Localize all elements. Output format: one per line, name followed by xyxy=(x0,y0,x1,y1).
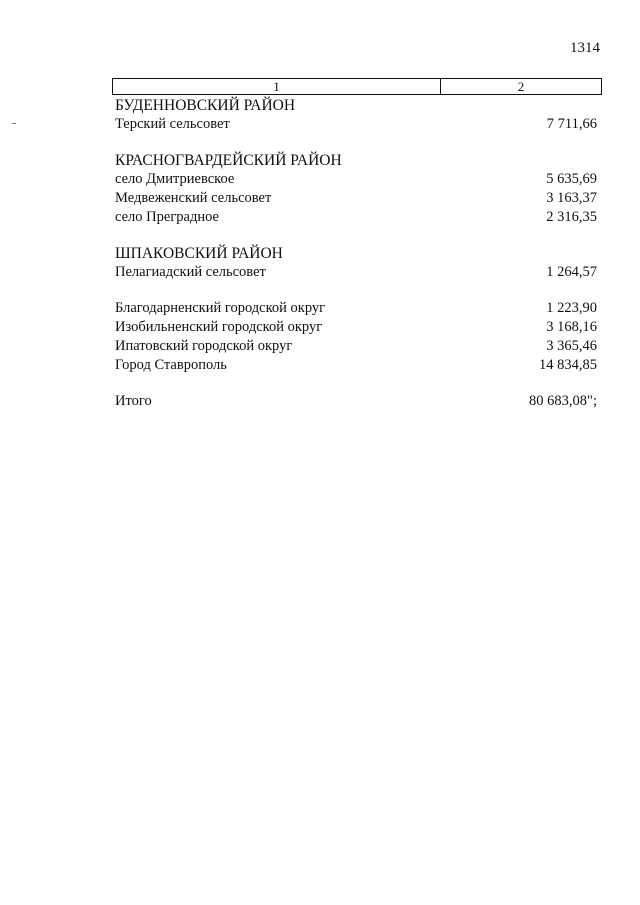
row-value: 5 635,69 xyxy=(546,171,597,187)
row-name: село Дмитриевское xyxy=(115,171,235,187)
total-value: 80 683,08"; xyxy=(529,393,597,409)
row-value: 1 223,90 xyxy=(546,300,597,316)
table-row xyxy=(115,170,605,189)
table-row xyxy=(115,337,605,356)
table-row xyxy=(115,299,605,318)
table-row xyxy=(115,356,605,375)
page-number: 1314 xyxy=(570,40,600,56)
row-name: Пелагиадский сельсовет xyxy=(115,264,266,280)
row-value: 3 365,46 xyxy=(546,338,597,354)
row-value: 14 834,85 xyxy=(539,357,597,373)
row-name: Терский сельсовет xyxy=(115,116,230,132)
table-row xyxy=(115,318,605,337)
table-row xyxy=(115,263,605,282)
row-value: 3 168,16 xyxy=(546,319,597,335)
district-heading-text: КРАСНОГВАРДЕЙСКИЙ РАЙОН xyxy=(115,152,342,169)
row-name: Ипатовский городской округ xyxy=(115,338,293,354)
district-heading-text: БУДЕННОВСКИЙ РАЙОН xyxy=(115,97,296,114)
spacer xyxy=(115,375,605,392)
district-heading xyxy=(115,151,605,170)
table-row xyxy=(115,208,605,227)
row-name: Благодарненский городской округ xyxy=(115,300,326,316)
district-heading-text: ШПАКОВСКИЙ РАЙОН xyxy=(115,245,283,262)
total-row xyxy=(115,392,605,411)
row-value: 3 163,37 xyxy=(546,190,597,206)
table-row xyxy=(115,189,605,208)
row-name: село Преградное xyxy=(115,209,219,225)
district-heading xyxy=(115,96,605,115)
spacer xyxy=(115,227,605,244)
spacer xyxy=(115,134,605,151)
allocation-table xyxy=(115,96,605,411)
column-header-row xyxy=(112,78,602,95)
row-value: 7 711,66 xyxy=(546,116,597,132)
column-header-2: 2 xyxy=(517,79,525,94)
row-name: Город Ставрополь xyxy=(115,357,227,373)
column-header-1: 1 xyxy=(113,79,441,94)
row-value: 2 316,35 xyxy=(546,209,597,225)
row-name: Изобильненский городской округ xyxy=(115,319,323,335)
district-heading xyxy=(115,244,605,263)
spacer xyxy=(115,282,605,299)
row-value: 1 264,57 xyxy=(546,264,597,280)
row-name: Медвеженский сельсовет xyxy=(115,190,272,206)
total-label: Итого xyxy=(115,393,152,409)
table-row xyxy=(115,115,605,134)
margin-mark xyxy=(12,123,16,124)
